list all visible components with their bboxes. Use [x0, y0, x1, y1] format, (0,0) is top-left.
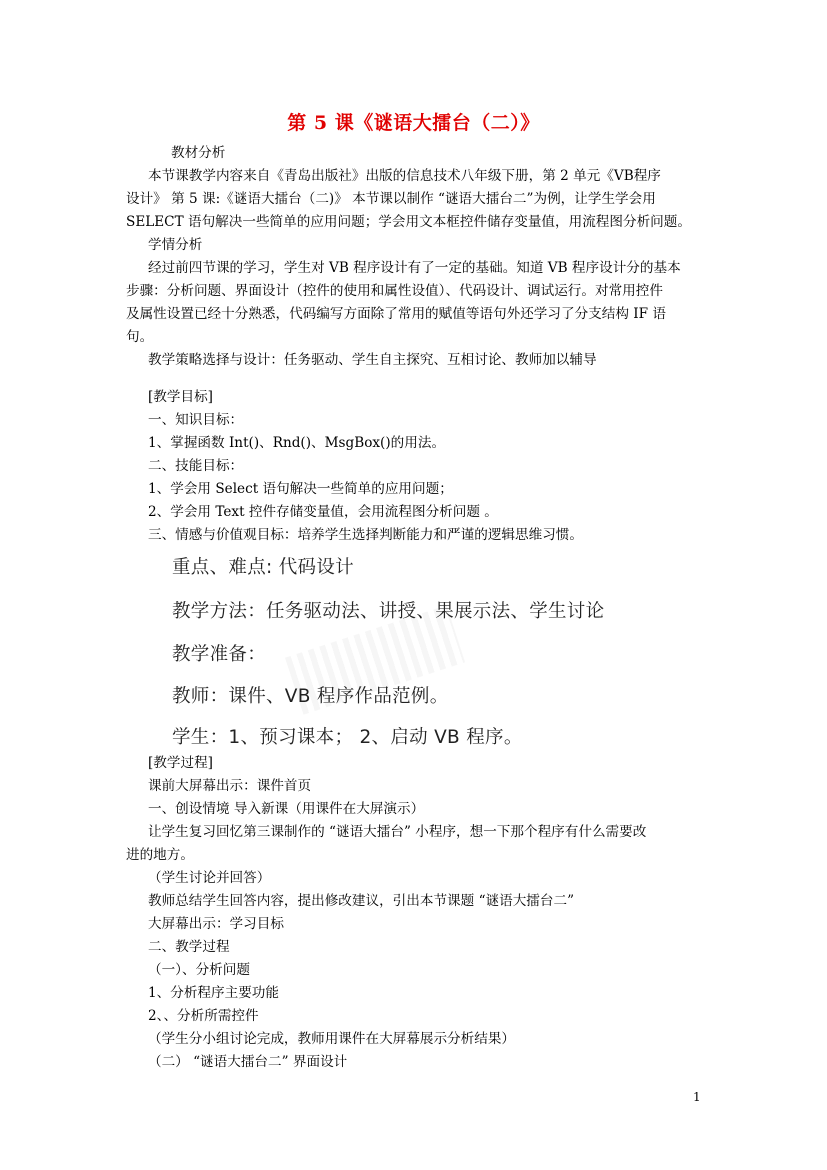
paragraph-line: （学生讨论并回答）	[148, 870, 271, 886]
image-text-preparation: 教学准备：	[172, 644, 267, 665]
paragraph-line: 设计》 第 5 课:《谜语大擂台（二)》 本节课以制作 “谜语大擂台二”为例，让学生学会用	[126, 191, 656, 207]
list-item: 1、分析程序主要功能	[148, 985, 279, 1001]
list-item: 2、、分析所需控件	[148, 1008, 259, 1024]
image-text-key-points: 重点、难点: 代码设计	[172, 557, 354, 578]
image-text-teacher: 教师：课件、VB 程序作品范例。	[172, 686, 449, 707]
paragraph-line: 句。	[126, 329, 154, 345]
paragraph-line: 经过前四节课的学习，学生对 VB 程序设计有了一定的基础。知道 VB 程序设计分的基本	[148, 260, 681, 276]
section-heading: 一、创设情境 导入新课（用课件在大屏演示）	[148, 801, 425, 817]
image-text-student: 学生：1、预习课本； 2、启动 VB 程序。	[172, 727, 523, 748]
paragraph-line: 步骤：分析问题、界面设计（控件的使用和属性设值）、代码设计、调试运行。对常用控件	[126, 283, 663, 299]
heading-student-analysis: 学情分析	[148, 237, 203, 253]
list-item: 2、学会用 Text 控件存储变量值，会用流程图分析问题 。	[148, 504, 498, 520]
paragraph-line: 大屏幕出示：学习目标	[148, 916, 284, 932]
list-item: 1、掌握函数 Int()、Rnd()、MsgBox()的用法。	[148, 435, 446, 451]
paragraph-line: 课前大屏幕出示：课件首页	[148, 778, 312, 794]
heading-textbook-analysis: 教材分析	[171, 145, 226, 161]
paragraph-line: 进的地方。	[126, 847, 194, 863]
subsection-heading: （一）、分析问题	[148, 962, 250, 978]
heading-teaching-goals: [教学目标]	[148, 389, 213, 405]
lesson-title: 第 5 课《谜语大擂台（二）》	[287, 112, 540, 134]
paragraph-line: 教师总结学生回答内容，提出修改建议，引出本节课题 “谜语大擂台二”	[148, 893, 575, 909]
skill-goals-heading: 二、技能目标：	[148, 458, 244, 474]
teaching-strategy-line: 教学策略选择与设计：任务驱动、学生自主探究、互相讨论、教师加以辅导	[148, 352, 597, 368]
knowledge-goals-heading: 一、知识目标：	[148, 412, 244, 428]
list-item: 1、学会用 Select 语句解决一些简单的应用问题；	[148, 481, 453, 497]
page-number: 1	[693, 1090, 701, 1104]
heading-teaching-process: [教学过程]	[148, 755, 213, 771]
paragraph-line: 本节课教学内容来自《青岛出版社》出版的信息技术八年级下册，第 2 单元《VB程序	[148, 168, 661, 184]
paragraph-line: 让学生复习回忆第三课制作的 “谜语大擂台” 小程序，想一下那个程序有什么需要改	[148, 824, 647, 840]
emotion-goals-line: 三、情感与价值观目标：培养学生选择判断能力和严谨的逻辑思维习惯。	[148, 527, 583, 543]
paragraph-line: （学生分小组讨论完成，教师用课件在大屏幕展示分析结果）	[148, 1031, 516, 1047]
subsection-heading: （二） “谜语大擂台二” 界面设计	[148, 1054, 348, 1070]
image-text-teaching-method: 教学方法：任务驱动法、讲授、果展示法、学生讨论	[172, 601, 605, 622]
section-heading: 二、教学过程	[148, 939, 230, 955]
paragraph-line: 及属性设置已经十分熟悉，代码编写方面除了常用的赋值等语句外还学习了分支结构 IF 语	[126, 306, 667, 322]
paragraph-line: SELECT 语句解决一些简单的应用问题；学会用文本框控件储存变量值，用流程图分析问题。	[126, 214, 691, 230]
